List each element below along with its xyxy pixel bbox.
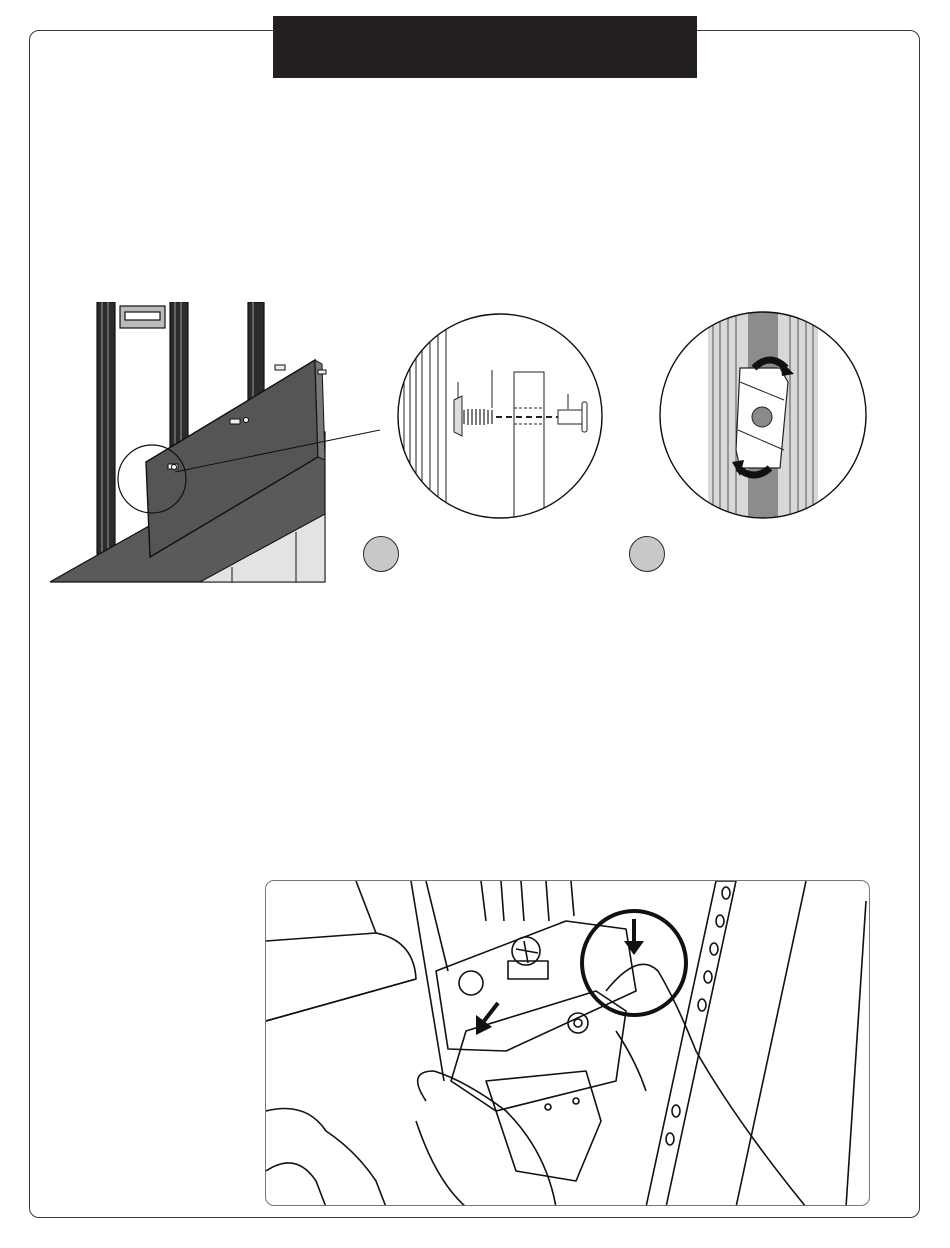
step-marker-a — [363, 536, 399, 572]
cam-lock-rotate-magnifier — [658, 310, 868, 520]
dowel-pin-detail-magnifier — [396, 312, 604, 520]
title-bar — [273, 16, 697, 78]
hinge-photo-frame — [265, 880, 870, 1206]
hinge-clip-release-illustration — [266, 881, 870, 1206]
panel-install-illustration — [50, 302, 380, 584]
step-marker-b — [629, 536, 665, 572]
